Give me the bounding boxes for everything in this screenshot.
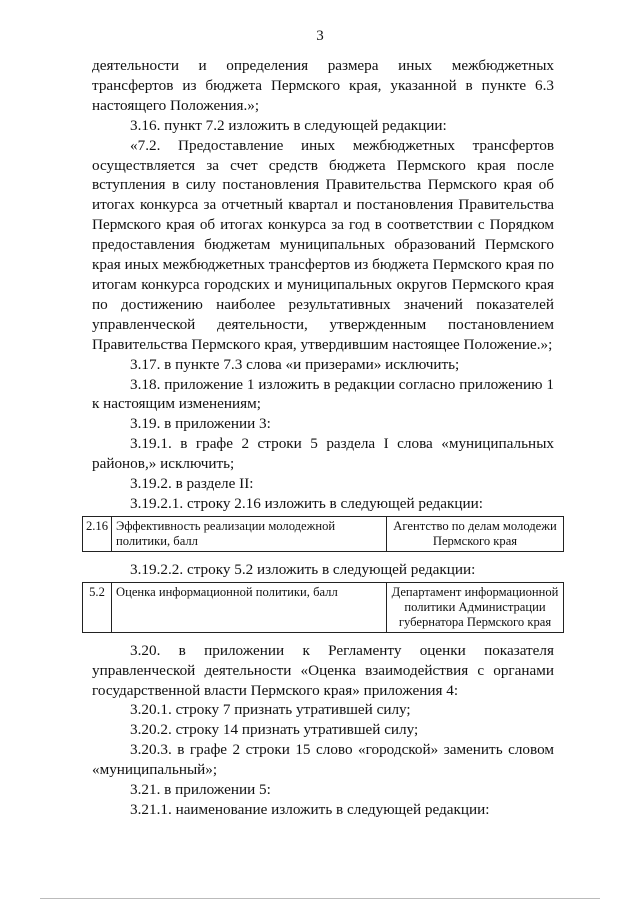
paragraph: 3.19.2.2. строку 5.2 изложить в следующей редакции: bbox=[130, 560, 476, 578]
responsible-body: Департамент информационной политики Администрации губернатора Пермского края bbox=[387, 582, 564, 632]
responsible-body: Агентство по делам молодежи Пермского края bbox=[387, 516, 564, 551]
paragraph: деятельности и определения размера иных межбюджетных трансфертов из бюджета Пермского края, указанной в пункте 6.3 настоящего Положения.»; bbox=[92, 57, 554, 114]
paragraph: 3.19. в приложении 3: bbox=[130, 415, 271, 433]
indicator-name: Эффективность реализации молодежной политики, балл bbox=[112, 516, 387, 551]
paragraph: 3.21. в приложении 5: bbox=[130, 781, 271, 799]
paragraph: 3.20.3. в графе 2 строки 15 слово «городской» заменить словом «муниципальный»; bbox=[92, 741, 554, 779]
paragraph: 3.20.1. строку 7 признать утратившей силу; bbox=[130, 701, 411, 719]
document-body bbox=[85, 56, 559, 820]
paragraph: 3.17. в пункте 7.3 слова «и призерами» исключить; bbox=[130, 355, 460, 373]
row-number: 2.16 bbox=[83, 516, 112, 551]
paragraph: 3.16. пункт 7.2 изложить в следующей редакции: bbox=[130, 116, 447, 134]
table-row-5-2 bbox=[82, 582, 564, 633]
paragraph: 3.19.2.1. строку 2.16 изложить в следующей редакции: bbox=[130, 494, 483, 512]
paragraph: 3.19.1. в графе 2 строки 5 раздела I слова «муниципальных районов,» исключить; bbox=[92, 435, 554, 473]
paragraph: «7.2. Предоставление иных межбюджетных трансфертов осуществляется за счет средств бюджета Пермского края после вступления в силу постановления Правительства Пермского края об итогах конкурса за отчетный квартал и постановления Правительства Пермского края об итогах конкурса за год в соответствии с Порядком предоставления бюджетам муниципальных образований Пермского края иных межбюджетных трансфертов из бюджета Пермского края по итогам конкурса городских и муниципальных округов Пермского края по достижению наиболее результативных значений показателей управленческой деятельности, утвержденным постановлением Правительства Пермского края, утвердившим настоящее Положение.»; bbox=[92, 136, 554, 353]
indicator-name: Оценка информационной политики, балл bbox=[112, 582, 387, 632]
paragraph: 3.21.1. наименование изложить в следующей редакции: bbox=[130, 801, 490, 818]
page-number: 3 bbox=[316, 28, 324, 44]
table-row-2-16 bbox=[82, 516, 564, 552]
paragraph: 3.19.2. в разделе II: bbox=[130, 475, 254, 493]
paragraph: 3.20. в приложении к Регламенту оценки показателя управленческой деятельности «Оценка взаимодействия с органами государственной власти Пермского края» приложения 4: bbox=[92, 641, 554, 699]
row-number: 5.2 bbox=[83, 582, 112, 632]
paragraph: 3.18. приложение 1 изложить в редакции согласно приложению 1 к настоящим изменениям; bbox=[92, 375, 554, 413]
paragraph: 3.20.2. строку 14 признать утратившей силу; bbox=[130, 721, 419, 739]
page-edge-divider bbox=[40, 898, 600, 899]
